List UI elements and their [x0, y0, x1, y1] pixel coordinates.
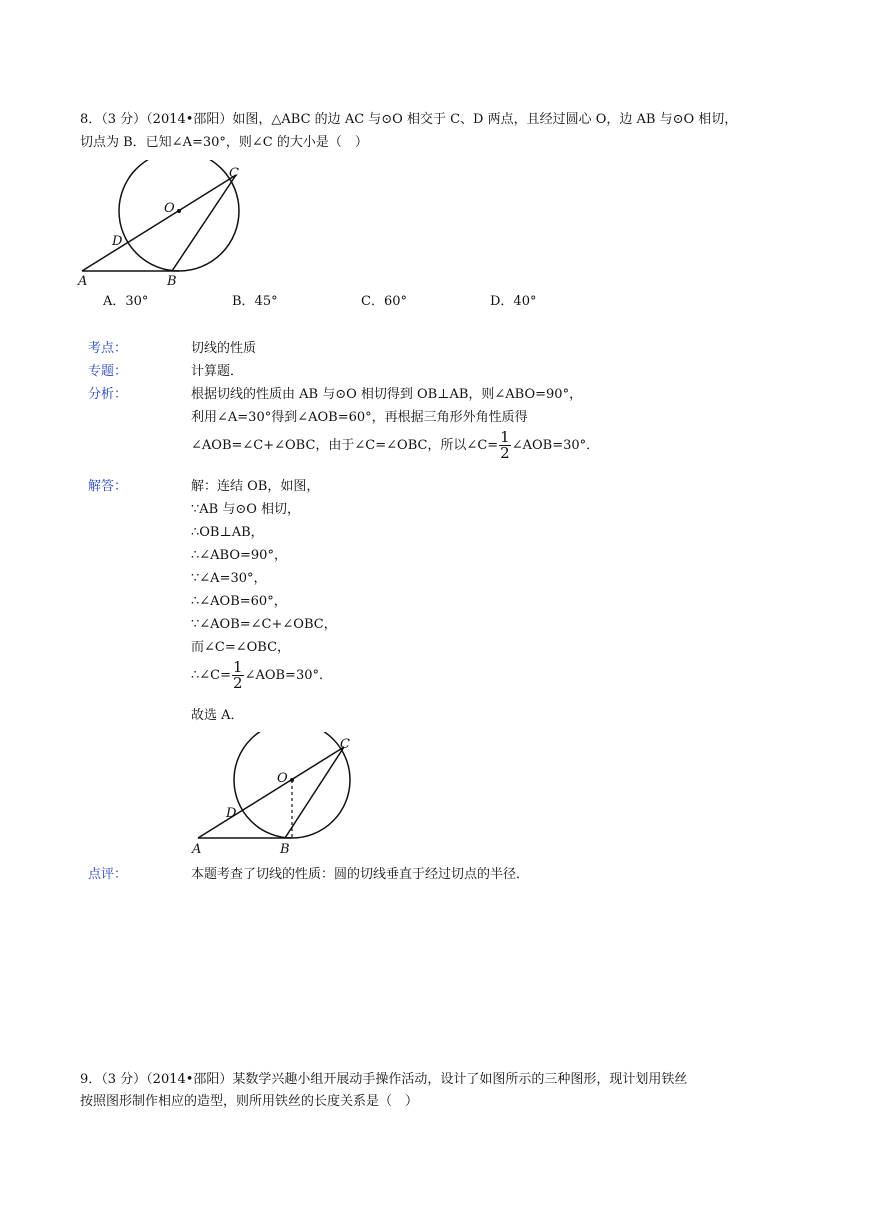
jieda-line-7: ∵∠AOB=∠C+∠OBC，	[191, 617, 337, 632]
segment-bc	[172, 175, 236, 271]
kaodian-label: 考点：	[88, 341, 128, 356]
q9-stem-line1: 9．（3 分）（2014•邵阳）某数学兴趣小组开展动手操作活动，设计了如图所示的三种图形，现计划用铁丝	[80, 1072, 688, 1087]
label-a: A	[78, 274, 88, 289]
solution-figure	[188, 732, 368, 860]
fraction-one-half	[232, 660, 244, 691]
label-c: C	[229, 166, 239, 181]
jieda-line-2: ∵AB 与⊙O 相切，	[191, 502, 301, 517]
fenxi-line2: 利用∠A=30°得到∠AOB=60°，再根据三角形外角性质得	[191, 410, 528, 425]
fenxi-label: 分析：	[88, 387, 128, 402]
option-a: A．30°	[103, 294, 149, 309]
jieda-line-1: 解：连结 OB，如图，	[191, 479, 320, 494]
fraction-one-half	[499, 430, 511, 461]
fenxi-line3	[191, 430, 599, 461]
q8-stem-line2: 切点为 B．已知∠A=30°，则∠C 的大小是（ ）	[80, 135, 368, 150]
q9-stem-line2: 按照图形制作相应的造型，则所用铁丝的长度关系是（ ）	[80, 1094, 419, 1109]
zhuanti-text: 计算题．	[191, 364, 244, 379]
fenxi-line3-post: ∠AOB=30°．	[511, 438, 600, 453]
jieda-fraction-line	[191, 660, 332, 691]
jieda-frac-pre: ∴∠C=	[191, 668, 232, 683]
option-d: D．40°	[490, 294, 537, 309]
label-c: C	[340, 737, 350, 752]
q8-stem-line1: 8．（3 分）（2014•邵阳）如图，△ABC 的边 AC 与⊙O 相交于 C、D 两点，且经过圆心 O，边 AB 与⊙O 相切，	[80, 112, 738, 127]
fenxi-line3-pre: ∠AOB=∠C+∠OBC，由于∠C=∠OBC，所以∠C=	[191, 438, 499, 453]
jieda-line-3: ∴OB⊥AB，	[191, 525, 264, 540]
dianping-label: 点评：	[88, 867, 128, 882]
jieda-line-8: 而∠C=∠OBC，	[191, 640, 291, 655]
label-o: O	[164, 201, 175, 216]
jieda-line-5: ∵∠A=30°，	[191, 571, 267, 586]
fraction-denominator: 2	[500, 444, 510, 462]
fraction-numerator: 1	[500, 428, 510, 446]
label-o: O	[277, 771, 288, 786]
jieda-frac-post: ∠AOB=30°．	[244, 668, 332, 683]
label-b: B	[167, 274, 177, 289]
jieda-label: 解答：	[88, 479, 128, 494]
zhuanti-label: 专题：	[88, 364, 128, 379]
option-b: B．45°	[232, 294, 278, 309]
jieda-line-6: ∴∠AOB=60°，	[191, 594, 287, 609]
label-d: D	[112, 234, 123, 249]
q8-figure	[74, 160, 254, 292]
segment-bc	[285, 747, 344, 838]
fenxi-line1: 根据切线的性质由 AB 与⊙O 相切得到 OB⊥AB，则∠ABO=90°，	[191, 387, 583, 402]
label-b: B	[280, 842, 290, 857]
label-a: A	[192, 842, 202, 857]
jieda-final: 故选 A．	[191, 708, 244, 723]
center-point	[290, 778, 294, 782]
fraction-numerator: 1	[233, 658, 243, 676]
fraction-denominator: 2	[233, 674, 243, 692]
segment-ac	[82, 175, 236, 271]
dianping-text: 本题考查了切线的性质：圆的切线垂直于经过切点的半径．	[191, 867, 530, 882]
kaodian-text: 切线的性质	[191, 341, 257, 356]
circle-o	[119, 160, 239, 271]
jieda-line-4: ∴∠ABO=90°，	[191, 548, 287, 563]
center-point	[177, 209, 181, 213]
segment-ac	[198, 747, 344, 838]
option-c: C．60°	[361, 294, 407, 309]
label-d: D	[226, 806, 237, 821]
